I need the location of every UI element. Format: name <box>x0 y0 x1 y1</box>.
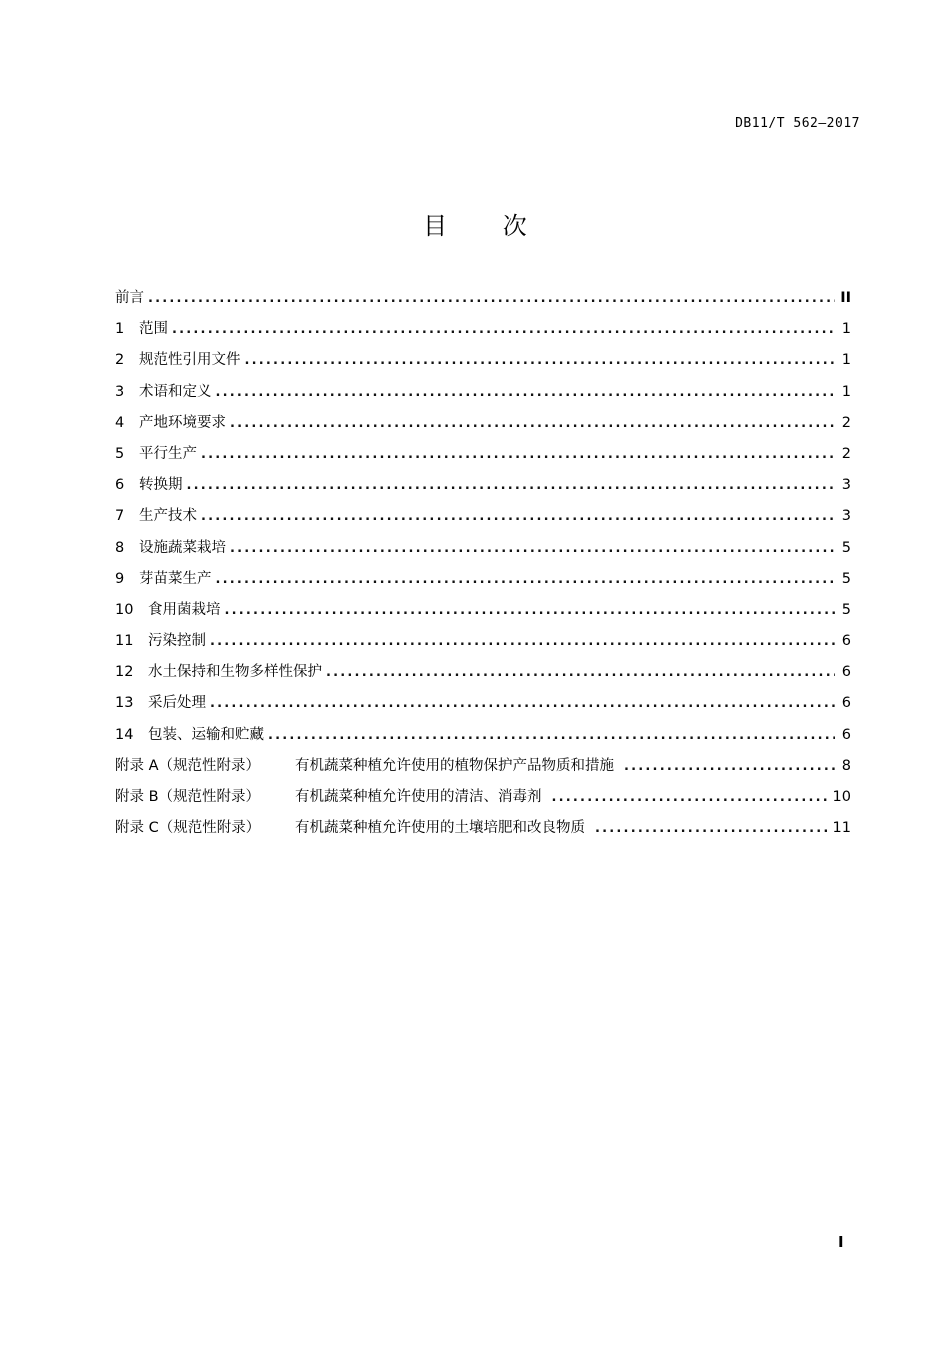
toc-entry[interactable] <box>115 348 851 379</box>
toc-page-number: 10 <box>832 789 851 805</box>
toc-entry-title: 生产技术 <box>139 508 197 525</box>
toc-entry[interactable] <box>115 442 851 473</box>
standard-number: DB11/T 562—2017 <box>735 116 860 131</box>
toc-entry-number: 7 <box>115 508 125 525</box>
toc-page-number: 2 <box>841 445 851 462</box>
toc-entry-title: 有机蔬菜种植允许使用的植物保护产品物质和措施 <box>295 757 614 774</box>
toc-entry-number: 4 <box>115 414 125 431</box>
toc-entry-title: 转换期 <box>139 477 183 494</box>
toc-entry-number: 11 <box>115 633 134 650</box>
toc-entry-number: 1 <box>115 321 125 338</box>
toc-entry-title: 采后处理 <box>148 695 206 712</box>
toc-leader-dots <box>624 759 835 774</box>
toc-entry-title: 有机蔬菜种植允许使用的清洁、消毒剂 <box>295 789 542 805</box>
toc-annex-label: 附录 B（规范性附录） <box>115 789 261 805</box>
toc-entry-number: 10 <box>115 601 134 618</box>
toc-entry-title: 术语和定义 <box>139 383 212 400</box>
toc-page-number: 11 <box>832 820 851 837</box>
toc-leader-dots <box>148 291 835 306</box>
toc-entry-title: 污染控制 <box>148 633 206 650</box>
toc-leader-dots <box>225 603 836 618</box>
page-number: I <box>838 1233 844 1251</box>
toc-page-number: 8 <box>841 757 851 774</box>
toc-entry-foreword[interactable] <box>115 286 851 317</box>
table-of-contents <box>115 286 851 847</box>
toc-entry-number: 12 <box>115 664 134 681</box>
toc-leader-dots <box>245 353 836 368</box>
toc-entry[interactable] <box>115 411 851 442</box>
toc-entry-number: 14 <box>115 726 134 743</box>
toc-leader-dots <box>230 416 835 431</box>
toc-entry-number: 3 <box>115 383 125 400</box>
toc-leader-dots <box>201 509 835 524</box>
toc-entry-number: 8 <box>115 539 125 556</box>
toc-page-number: 5 <box>841 539 851 556</box>
toc-annex-label: 附录 A（规范性附录） <box>115 757 261 774</box>
toc-entry[interactable] <box>115 660 851 691</box>
toc-entry-title: 平行生产 <box>139 445 197 462</box>
toc-leader-dots <box>210 696 835 711</box>
toc-entry-title: 范围 <box>139 321 168 338</box>
toc-entry-annex-b[interactable] <box>115 785 851 816</box>
toc-entry-title: 设施蔬菜栽培 <box>139 539 226 556</box>
toc-page-number: 6 <box>841 664 851 681</box>
toc-page-number: 6 <box>841 726 851 743</box>
toc-entry[interactable] <box>115 629 851 660</box>
toc-leader-dots <box>268 728 835 743</box>
toc-entry-number: 9 <box>115 570 125 587</box>
toc-entry[interactable] <box>115 317 851 348</box>
toc-entry-number: 5 <box>115 445 125 462</box>
toc-leader-dots <box>552 790 829 805</box>
toc-entry-title: 规范性引用文件 <box>139 352 241 369</box>
toc-entry[interactable] <box>115 473 851 504</box>
toc-entry-title: 水土保持和生物多样性保护 <box>148 664 322 681</box>
toc-entry-title: 前言 <box>115 290 144 306</box>
toc-page-number: 1 <box>841 321 851 338</box>
toc-page-number: 5 <box>841 570 851 587</box>
toc-entry-title: 产地环境要求 <box>139 414 226 431</box>
toc-leader-dots <box>210 634 835 649</box>
toc-leader-dots <box>201 447 835 462</box>
toc-annex-label: 附录 C（规范性附录） <box>115 820 261 837</box>
toc-page-number: 1 <box>841 352 851 369</box>
toc-entry-number: 13 <box>115 695 134 712</box>
toc-entry-annex-c[interactable] <box>115 816 851 847</box>
toc-page-number: II <box>840 290 851 306</box>
toc-entry-title: 食用菌栽培 <box>148 601 221 618</box>
toc-page-number: 6 <box>841 695 851 712</box>
toc-entry[interactable] <box>115 504 851 535</box>
toc-leader-dots <box>216 572 836 587</box>
toc-entry[interactable] <box>115 598 851 629</box>
toc-entry-title: 包装、运输和贮藏 <box>148 726 264 743</box>
toc-leader-dots <box>326 665 835 680</box>
toc-page-number: 2 <box>841 414 851 431</box>
toc-entry-title: 芽苗菜生产 <box>139 570 212 587</box>
toc-entry-number: 6 <box>115 477 125 494</box>
toc-page-number: 3 <box>841 508 851 525</box>
toc-page-number: 3 <box>841 477 851 494</box>
toc-leader-dots <box>172 322 835 337</box>
toc-page-number: 1 <box>841 383 851 400</box>
toc-page-number: 5 <box>841 601 851 618</box>
toc-entry-annex-a[interactable] <box>115 754 851 785</box>
toc-leader-dots <box>187 478 836 493</box>
toc-leader-dots <box>595 821 829 836</box>
toc-page-number: 6 <box>841 633 851 650</box>
toc-entry[interactable] <box>115 723 851 754</box>
toc-leader-dots <box>230 541 835 556</box>
toc-leader-dots <box>216 385 836 400</box>
toc-entry[interactable] <box>115 567 851 598</box>
toc-entry-number: 2 <box>115 352 125 369</box>
page-title: 目 次 <box>423 212 551 240</box>
toc-entry[interactable] <box>115 380 851 411</box>
toc-entry[interactable] <box>115 691 851 722</box>
toc-entry-title: 有机蔬菜种植允许使用的土壤培肥和改良物质 <box>295 820 585 837</box>
toc-entry[interactable] <box>115 536 851 567</box>
